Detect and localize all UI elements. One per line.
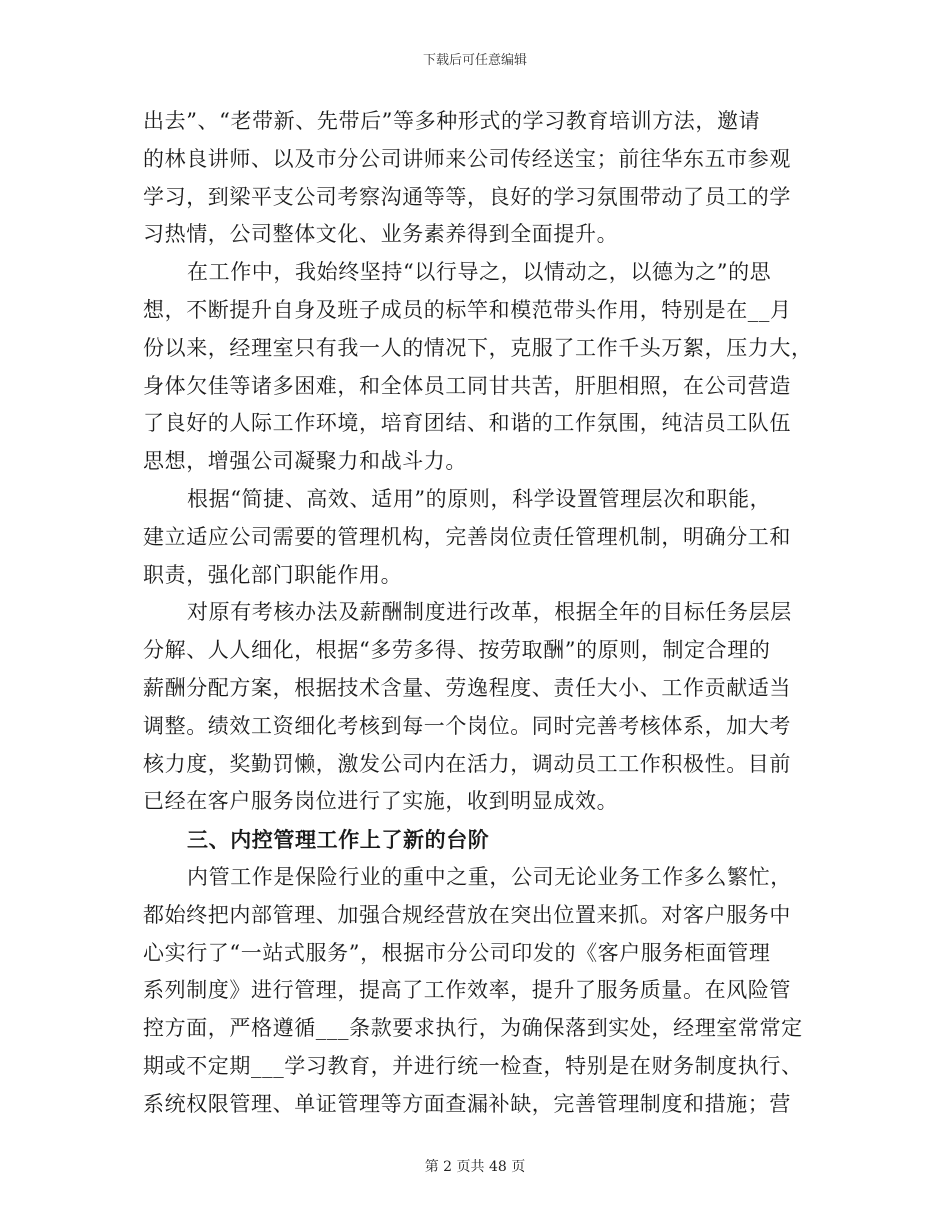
- text-line: 都始终把内部管理、加强合规经营放在突出位置来抓。对客户服务中: [143, 902, 791, 927]
- paragraph-first-line: 根据“简捷、高效、适用”的原则，科学设置管理层次和职能，: [187, 486, 772, 511]
- text-line: 的林良讲师、以及市分公司讲师来公司传经送宝；前往华东五市参观: [143, 146, 791, 171]
- text-line: 系统权限管理、单证管理等方面查漏补缺，完善管理制度和措施；营: [143, 1091, 791, 1116]
- page-footer: 第 2 页共 48 页: [424, 1159, 526, 1175]
- paragraph-first-line: 对原有考核办法及薪酬制度进行改革，根据全年的目标任务层层: [187, 600, 792, 625]
- text-line: 心实行了“一站式服务”，根据市分公司印发的《客户服务柜面管理: [143, 940, 771, 965]
- text-line: 控方面，严格遵循___条款要求执行，为确保落到实处，经理室常常定: [143, 1016, 803, 1041]
- text-line: 了良好的人际工作环境，培育团结、和谐的工作氛围，纯洁员工队伍: [143, 411, 791, 436]
- text-line: 份以来，经理室只有我一人的情况下，克服了工作千头万絮，压力大，: [143, 335, 813, 360]
- text-line: 学习，到梁平支公司考察沟通等等，良好的学习氛围带动了员工的学: [143, 184, 791, 209]
- text-line: 建立适应公司需要的管理机构，完善岗位责任管理机制，明确分工和: [143, 524, 791, 549]
- paragraph-first-line: 在工作中，我始终坚持“以行导之，以情动之，以德为之”的思: [187, 260, 772, 285]
- text-line: 调整。绩效工资细化考核到每一个岗位。同时完善考核体系，加大考: [143, 713, 791, 738]
- text-line: 出去”、“老带新、先带后”等多种形式的学习教育培训方法，邀请: [143, 109, 761, 133]
- text-line: 身体欠佳等诸多困难，和全体员工同甘共苦，肝胆相照，在公司营造: [143, 373, 791, 398]
- text-line: 习热情，公司整体文化、业务素养得到全面提升。: [143, 222, 619, 247]
- section-heading: 三、内控管理工作上了新的台阶: [187, 827, 490, 853]
- text-line: 思想，增强公司凝聚力和战斗力。: [143, 449, 467, 474]
- text-line: 已经在客户服务岗位进行了实施，收到明显成效。: [143, 789, 619, 814]
- text-line: 核力度，奖勤罚懒，激发公司内在活力，调动员工工作积极性。目前: [143, 751, 791, 776]
- text-line: 薪酬分配方案，根据技术含量、劳逸程度、责任大小、工作贡献适当: [143, 675, 791, 700]
- paragraph-first-line: 内管工作是保险行业的重中之重，公司无论业务工作多么繁忙，: [187, 864, 792, 889]
- text-line: 想，不断提升自身及班子成员的标竿和模范带头作用，特别是在__月: [143, 297, 792, 322]
- text-line: 期或不定期___学习教育，并进行统一检查，特别是在财务制度执行、: [143, 1053, 803, 1078]
- text-line: 职责，强化部门职能作用。: [143, 562, 403, 587]
- text-line: 系列制度》进行管理，提高了工作效率，提升了服务质量。在风险管: [143, 978, 791, 1003]
- text-line: 分解、人人细化，根据“多劳多得、按劳取酬”的原则，制定合理的: [143, 638, 771, 663]
- page-header: 下载后可任意编辑: [422, 53, 527, 68]
- document-body: [143, 103, 813, 1124]
